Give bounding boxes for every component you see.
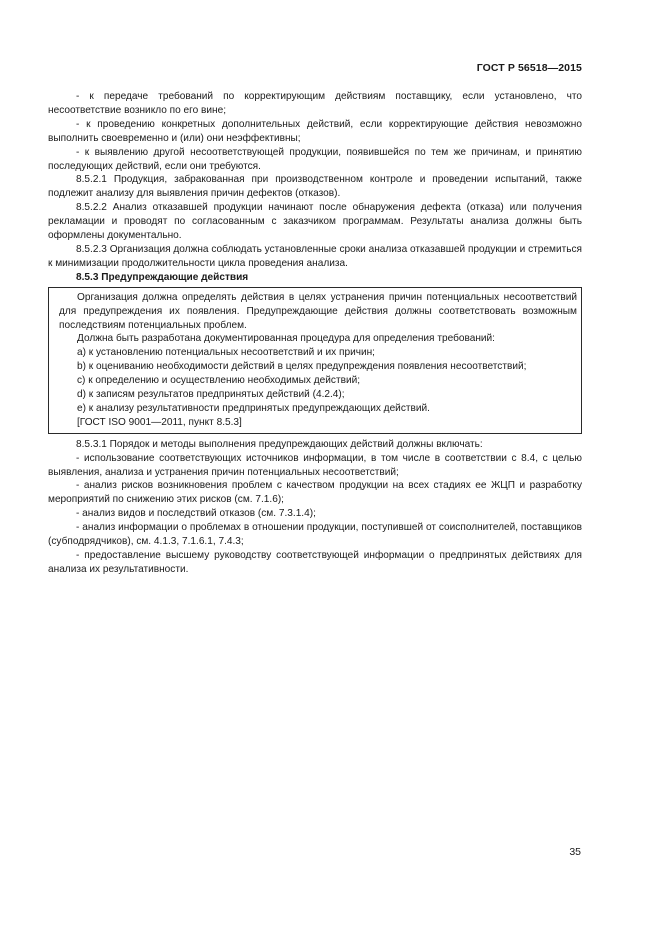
box-item-e: e) к анализу результативности предпринятых предупреждающих действий. xyxy=(77,402,430,414)
section-heading-853: 8.5.3 Предупреждающие действия xyxy=(76,271,249,283)
page-body xyxy=(48,90,582,577)
box-item-a: a) к установлению потенциальных несоответствий и их причин; xyxy=(77,347,375,359)
method-item-2: - анализ рисков возникновения проблем с качеством продукции на всех стадиях ее ЖЦП и разработку мероприятий по снижению этих рисков (см. 7.1.6); xyxy=(48,480,582,506)
method-item-4: - анализ информации о проблемах в отношении продукции, поступившей от соисполнителей, поставщиков (субподрядчиков), см. 4.1.3, 7.1.6.1, 7.4.3; xyxy=(48,522,582,548)
method-item-3: - анализ видов и последствий отказов (см. 7.3.1.4); xyxy=(76,508,316,520)
intro-item-3: - к выявлению другой несоответствующей продукции, появившейся по тем же причинам, и принятию последующих действий, если они требуются. xyxy=(48,146,582,172)
box-paragraph-1: Организация должна определять действия в целях устранения причин потенциальных несоответствий для предупреждения их появления. Предупреждающие действия должны соответствовать возможным последствиям потенциальных проблем. xyxy=(59,291,577,331)
intro-item-2: - к проведению конкретных дополнительных действий, если корректирующие действия невозможно выполнить своевременно и (или) они неэффективны; xyxy=(48,118,582,144)
box-item-c: c) к определению и осуществлению необходимых действий; xyxy=(77,375,361,387)
method-item-1: - использование соответствующих источников информации, в том числе в соответствии с 8.4, с целью выявления, анализа и устранения причин потенциальных несоответствий; xyxy=(48,452,582,478)
box-item-b: b) к оцениванию необходимости действий в целях предупреждения появления несоответствий; xyxy=(77,361,527,373)
clause-8531: 8.5.3.1 Порядок и методы выполнения предупреждающих действий должны включать: xyxy=(76,438,483,450)
box-item-d: d) к записям результатов предпринятых действий (4.2.4); xyxy=(77,389,345,401)
quoted-standard-box xyxy=(48,287,582,434)
clause-8522: 8.5.2.2 Анализ отказавшей продукции начинают после обнаружения дефекта (отказа) или получения рекламации и проводят по согласованным с заказчиком программам. Результаты анализа должны быть оформлены документально. xyxy=(48,202,582,242)
box-paragraph-2: Должна быть разработана документированная процедура для определения требований: xyxy=(77,333,495,345)
page-number: 35 xyxy=(569,846,581,858)
method-item-5: - предоставление высшему руководству соответствующей информации о предпринятых действиях для анализа их результативности. xyxy=(48,550,582,575)
box-reference: [ГОСТ ISO 9001—2011, пункт 8.5.3] xyxy=(77,416,242,428)
document-header: ГОСТ Р 56518—2015 xyxy=(476,62,582,74)
clause-8523: 8.5.2.3 Организация должна соблюдать установленные сроки анализа отказавшей продукции и стремиться к минимизации продолжительности цикла проведения анализа. xyxy=(48,243,582,269)
intro-item-1: - к передаче требований по корректирующим действиям поставщику, если установлено, что несоответствие возникло по его вине; xyxy=(48,91,582,116)
clause-8521: 8.5.2.1 Продукция, забракованная при производственном контроле и проведении испытаний, также подлежит анализу для выявления причин дефектов (отказов). xyxy=(48,174,582,200)
